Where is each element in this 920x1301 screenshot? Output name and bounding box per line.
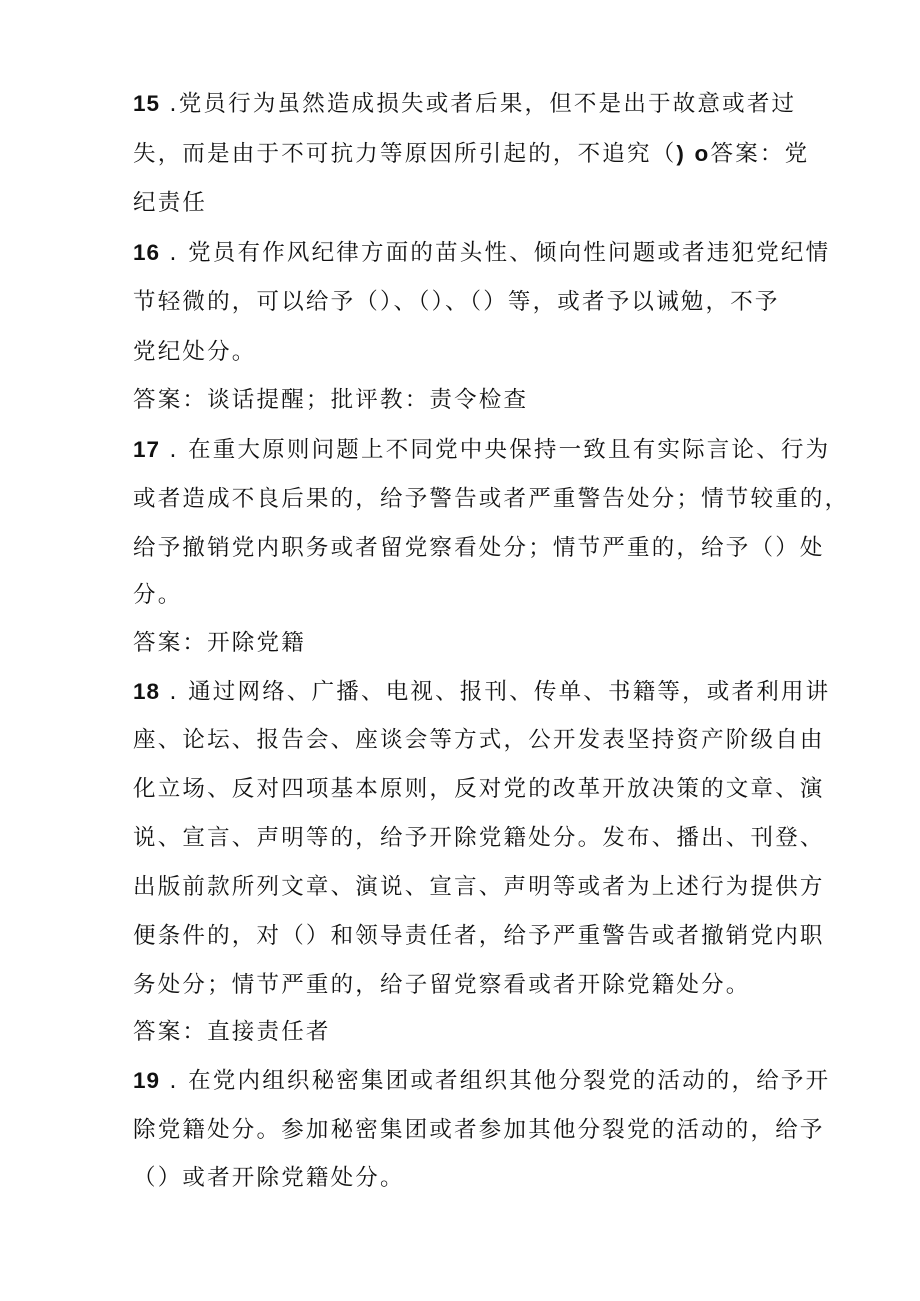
q17-line-2 <box>133 484 849 514</box>
q19-line-2 <box>133 1115 825 1145</box>
q18-number: 18 <box>133 679 161 704</box>
q17-line-3 <box>133 533 825 563</box>
q19-line-1 <box>133 1066 830 1096</box>
q18-text-4: 说、宣言、声明等的，给予开除党籍处分。发布、播出、刊登、 <box>133 825 825 851</box>
q19-number: 19 <box>133 1068 161 1093</box>
q16-text-2: 节轻微的，可以给予（）、（）、（）等，或者予以诫勉，不予 <box>133 289 780 315</box>
q16-line-1 <box>133 238 830 268</box>
q17-answer <box>133 628 306 658</box>
q16-answer <box>133 385 528 415</box>
q17-number: 17 <box>133 437 161 462</box>
q18-line-4 <box>133 823 825 853</box>
q18-line-3 <box>133 774 825 804</box>
q15-text-2b: ) <box>676 141 687 166</box>
q19-text-3: （）或者开除党籍处分。 <box>133 1165 405 1191</box>
q17-text-2: 或者造成不良后果的，给予警告或者严重警告处分；情节较重的， <box>133 486 850 512</box>
q18-answer-text: 答案：直接责任者 <box>133 1019 331 1045</box>
q17-answer-text: 答案：开除党籍 <box>133 630 306 656</box>
q16-answer-text: 答案：谈话提醒；批评教：责令检查 <box>133 387 529 413</box>
q18-text-2: 座、论坛、报告会、座谈会等方式，公开发表坚持资产阶级自由 <box>133 727 825 753</box>
q16-line-3 <box>133 337 257 367</box>
q18-text-7: 务处分；情节严重的，给子留党察看或者开除党籍处分。 <box>133 972 751 998</box>
q15-line-1 <box>133 89 796 119</box>
q17-line-1 <box>133 435 830 465</box>
q18-line-5 <box>133 872 825 902</box>
q16-text-3: 党纪处分。 <box>133 339 257 365</box>
q18-line-1 <box>133 677 830 707</box>
q17-line-4 <box>133 580 182 610</box>
q15-text-2a: 失，而是由于不可抗力等原因所引起的，不追究（ <box>133 141 677 167</box>
q18-text-6: 便条件的，对（）和领导责任者，给予严重警告或者撤销党内职 <box>133 923 825 949</box>
q16-number: 16 <box>133 240 161 265</box>
q17-text-3: 给予撤销党内职务或者留党察看处分；情节严重的，给予（）处 <box>133 535 825 561</box>
q18-line-7 <box>133 970 751 1000</box>
q15-text-1: .党员行为虽然造成损失或者后果，但不是出于故意或者过 <box>160 91 797 117</box>
q15-line-2 <box>133 139 809 169</box>
q15-answer-inline: 答案：党 <box>710 141 810 167</box>
q17-text-1: . 在重大原则问题上不同党中央保持一致且有实际言论、行为 <box>160 437 831 463</box>
q19-line-3 <box>133 1163 405 1193</box>
q18-text-3: 化立场、反对四项基本原则，反对党的改革开放决策的文章、演 <box>133 776 825 802</box>
q15-text-3: 纪责任 <box>133 190 208 216</box>
q15-number: 15 <box>133 91 161 116</box>
q19-text-1: . 在党内组织秘密集团或者组织其他分裂党的活动的，给予开 <box>160 1068 831 1094</box>
q18-text-1: . 通过网络、广播、电视、报刊、传单、书籍等，或者利用讲 <box>160 679 831 705</box>
q18-text-5: 出版前款所列文章、演说、宣言、声明等或者为上述行为提供方 <box>133 874 825 900</box>
q17-text-4: 分。 <box>133 582 183 608</box>
q18-line-2 <box>133 725 825 755</box>
q15-line-3 <box>133 188 207 218</box>
q15-text-2c: o <box>686 141 711 166</box>
q16-text-1: . 党员有作风纪律方面的苗头性、倾向性问题或者违犯党纪情 <box>160 240 831 266</box>
q16-line-2 <box>133 287 780 317</box>
q18-line-6 <box>133 921 825 951</box>
q18-answer <box>133 1017 331 1047</box>
q19-text-2: 除党籍处分。参加秘密集团或者参加其他分裂党的活动的，给予 <box>133 1117 825 1143</box>
